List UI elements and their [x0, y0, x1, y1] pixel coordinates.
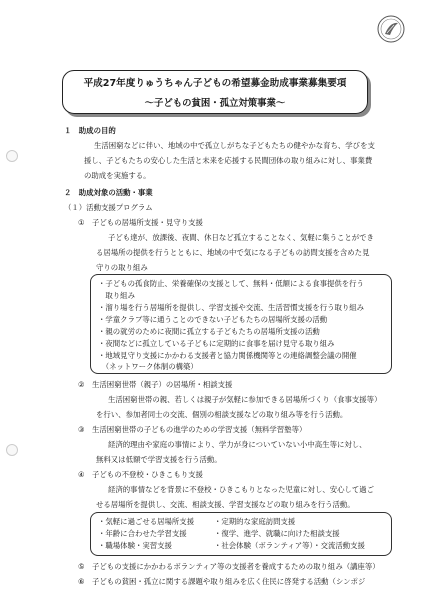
activity-box-line: ・子どもの孤食防止、栄養確保の支援として、無料・低額による食事提供を行う: [98, 279, 364, 288]
item-3-heading: ③ 生活困窮世帯の子どもの進学のための学習支援（無料学習塾等）: [78, 425, 307, 434]
item-4-line: 経済的事情などを背景に不登校・ひきこもりとなった児童に対し、安心して過ご: [108, 485, 375, 494]
activity-box-line: ・夜間などに孤立している子どもに定期的に食事を届け見守る取り組み: [98, 339, 335, 348]
binder-hole: [6, 150, 18, 162]
item-2-line: 生活困窮世帯の親、若しくは親子が気軽に参加できる居場所づくり（食事支援等）: [108, 395, 382, 404]
section-2-heading: ２ 助成対象の活動・事業: [64, 188, 153, 197]
binder-hole: [6, 444, 18, 456]
activity-box-left: ・気軽に過ごせる居場所支援: [98, 517, 195, 526]
item-4-line: せる居場所を提供し、交流、相談支援、学習支援などの取り組みを行う活動。: [96, 500, 355, 509]
title-box: [62, 70, 368, 114]
activity-box-left: ・職場体験・実習支援: [98, 541, 172, 550]
subsection-heading: （１）活動支援プログラム: [64, 203, 153, 212]
item-2-heading: ② 生活困窮世帯（親子）の居場所・相談支援: [78, 380, 233, 389]
item-2-line: を行い、参加者同士の交流、個別の相談支援などの取り組み等を行う活動。: [96, 410, 348, 419]
item-3-line: 経済的理由や家庭の事情により、学力が身についていない小中高生等に対し、: [108, 440, 367, 449]
section-1-line: 生活困窮などに伴い、地域の中で孤立しがちな子どもたちの健やかな育ち、学びを支: [94, 141, 375, 150]
activity-box-left: ・年齢に合わせた学習支援: [98, 529, 187, 538]
activity-box-right: ・定期的な家庭訪問支援: [214, 517, 296, 526]
item-1-line: る居場所の提供を行うとともに、地域の中で気になる子どもの訪問支援を含めた見: [96, 248, 370, 257]
activity-box-line: ・親の就労のために夜間に孤立する子どもたちの居場所支援の活動: [98, 327, 320, 336]
item-3-line: 無料又は低額で学習支援を行う活動。: [96, 455, 222, 464]
document-subtitle: ～子どもの貧困・孤立対策事業～: [144, 98, 286, 110]
activity-box-line: （ネットワーク体制の構築）: [98, 362, 198, 371]
item-5: ⑤ 子どもの支援にかかわるボランティア等の支援者を養成するための取り組み（講座等）: [78, 562, 380, 571]
item-6: ⑥ 子どもの貧困・孤立に関する課題や取り組みを広く住民に啓発する活動（シンポジ: [78, 577, 366, 586]
activity-box-line: ・地域見守り支援にかかわる支援者と協力関係機関等との連絡調整会議の開催: [98, 351, 357, 360]
organization-logo: [374, 14, 408, 44]
activity-box-line: ・溜り場を行う居場所を提供し、学習支援や交流、生活習慣支援を行う取り組み: [98, 303, 365, 312]
activity-box-line: ・学童クラブ等に通うことのできない子どもたちの居場所支援の活動: [98, 315, 328, 324]
item-1-line: 子ども達が、放課後、夜間、休日など孤立することなく、気軽に集うことができ: [108, 233, 374, 242]
activity-box-right: ・社会体験（ボランティア等）・交流活動支援: [214, 541, 365, 550]
activity-box-right: ・復学、進学、就職に向けた相談支援: [214, 529, 340, 538]
section-1-line: 援し、子どもたちの安心した生活と未来を応援する民間団体の取り組みに対し、事業費: [84, 156, 373, 165]
item-1-line: 守りの取り組み: [96, 263, 148, 272]
item-1-heading: ① 子どもの居場所支援・見守り支援: [78, 218, 203, 227]
section-1-heading: １ 助成の目的: [64, 126, 116, 135]
section-1-line: の助成を実施する。: [84, 171, 151, 180]
activity-box-line: 取り組み: [98, 291, 135, 300]
document-title: 平成27年度りゅうちゃん子どもの希望募金助成事業募集要項: [83, 78, 347, 89]
item-4-heading: ④ 子どもの不登校・ひきこもり支援: [78, 470, 203, 479]
